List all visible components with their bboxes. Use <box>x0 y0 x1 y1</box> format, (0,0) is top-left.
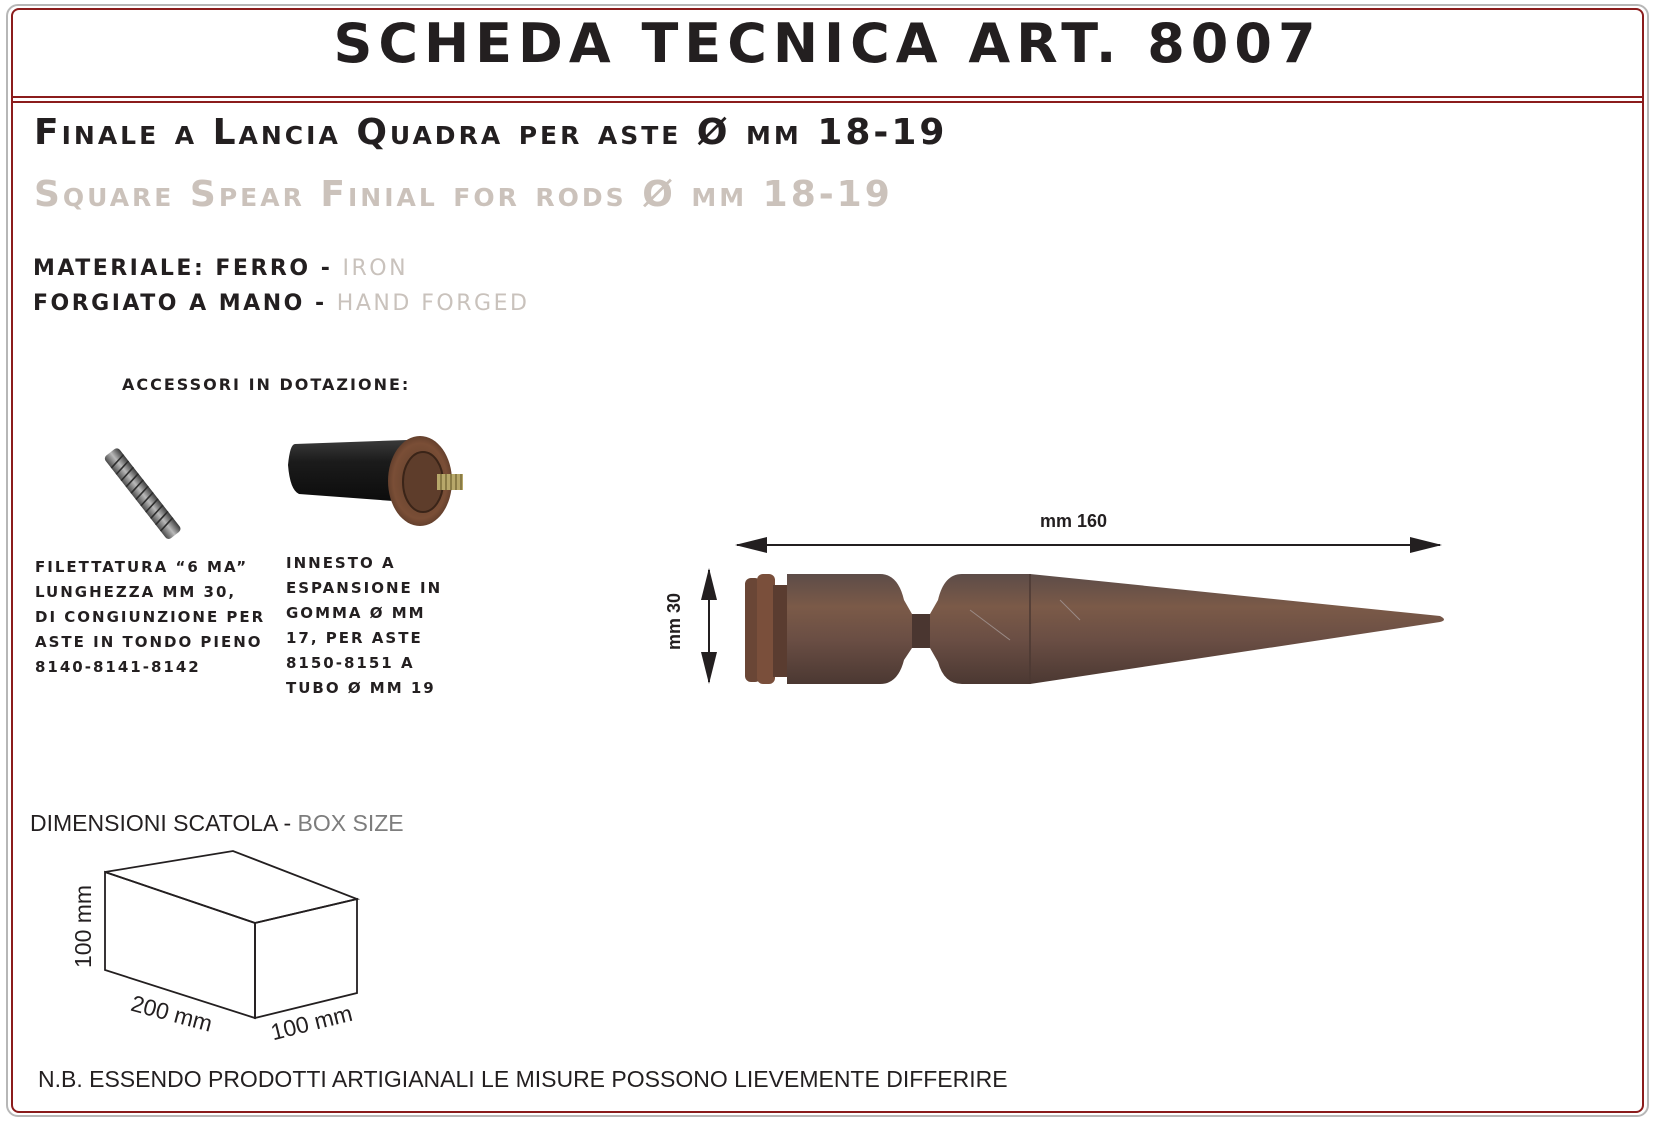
forging-english: HAND FORGED <box>336 291 530 316</box>
disclaimer-note: N.B. ESSENDO PRODOTTI ARTIGIANALI LE MISURE POSSONO LIEVEMENTE DIFFERIRE <box>38 1066 1008 1092</box>
plug-description-line: 8150-8151 A <box>286 654 415 672</box>
plug-description-line: GOMMA Ø MM <box>286 604 426 622</box>
screw-description-line: FILETTATURA “6 MA” <box>35 558 249 576</box>
finial-height-label: mm 30 <box>664 592 684 650</box>
material-english: IRON <box>342 256 409 281</box>
page-title: SCHEDA TECNICA ART. 8007 <box>333 12 1322 75</box>
box-height-label: 100 mm <box>70 884 96 968</box>
forging-label: FORGIATO A MANO - <box>33 291 337 316</box>
box-size-title <box>30 810 404 837</box>
box-size-title-english: BOX SIZE <box>297 810 404 836</box>
finial-body <box>745 574 1444 684</box>
box-size-title-italian: DIMENSIONI SCATOLA - <box>30 810 298 836</box>
finial-length-label: mm 160 <box>1040 511 1108 531</box>
plug-description-line: ESPANSIONE IN <box>286 579 443 597</box>
box-depth-label: 100 mm <box>268 999 355 1046</box>
screw-description-line: DI CONGIUNZIONE PER <box>35 608 266 626</box>
plug-description-line: TUBO Ø MM 19 <box>286 679 436 697</box>
screw-description-line: LUNGHEZZA MM 30, <box>35 583 237 601</box>
material-label: MATERIALE: FERRO - <box>33 256 343 281</box>
product-title-english: Square Spear Finial for rods Ø mm 18-19 <box>34 174 893 215</box>
box-length-label: 200 mm <box>128 990 216 1037</box>
plug-description-line: 17, PER ASTE <box>286 629 423 647</box>
screw-description-line: ASTE IN TONDO PIENO <box>35 633 263 651</box>
screw-description-line: 8140-8141-8142 <box>35 658 201 676</box>
plug-description-line: INNESTO A <box>286 554 396 572</box>
accessories-title: ACCESSORI IN DOTAZIONE: <box>122 375 411 394</box>
product-title-italian: Finale a Lancia Quadra per aste Ø mm 18-19 <box>34 112 948 153</box>
